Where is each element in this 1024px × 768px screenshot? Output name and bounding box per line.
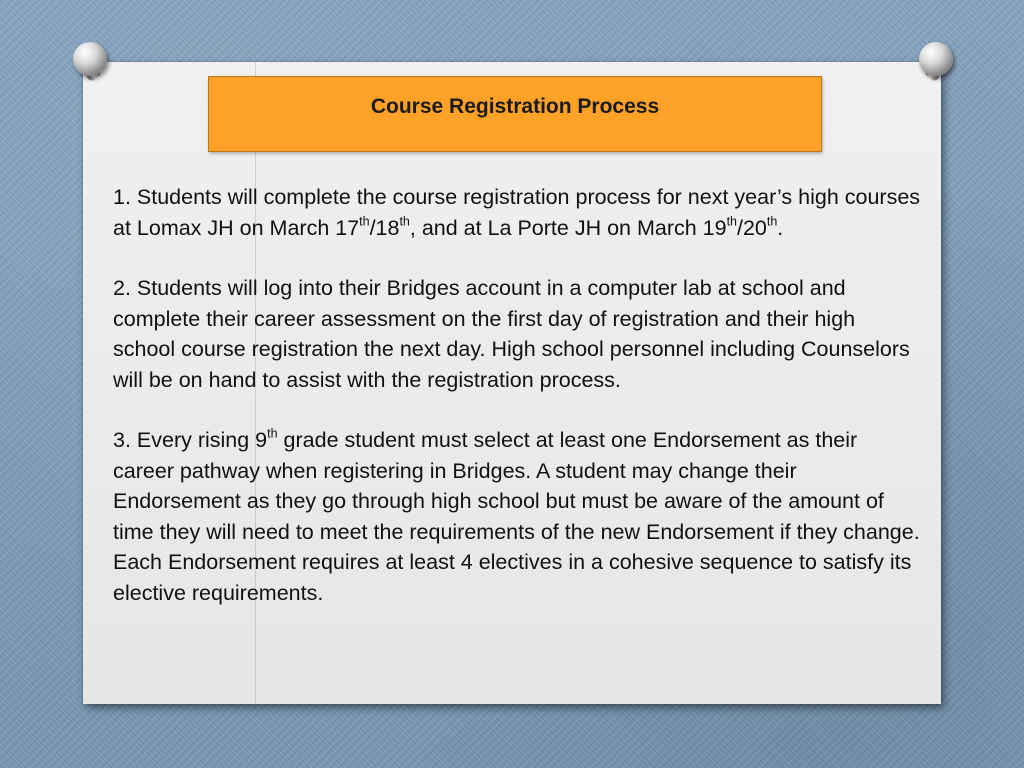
left-pushpin-icon xyxy=(66,38,112,84)
paragraph-3-text: 3. Every rising 9 xyxy=(113,428,268,452)
paragraph-3-text: grade student must select at least one Endorsement as their career pathway when registering in Bridges. A student may change their Endorsement as they go through high school but must be aware of the amount of time they will need to meet the requirements of the new Endorsement if they change. Each Endorsement requires at least 4 electives in a cohesive sequence to satisfy its elective requirements. xyxy=(113,428,920,605)
superscript: th xyxy=(766,214,778,229)
superscript: th xyxy=(267,426,278,441)
superscript: th xyxy=(726,214,737,229)
pushpin-head xyxy=(919,42,953,76)
paragraph-3 xyxy=(113,425,923,608)
paragraph-1-text: . xyxy=(777,215,784,240)
paragraph-1-text: /20 xyxy=(737,215,767,240)
paragraph-1-text: , and at La Porte JH on March 19 xyxy=(409,215,727,240)
slide-title: Course Registration Process xyxy=(370,95,660,118)
paragraph-1 xyxy=(113,182,923,243)
superscript: th xyxy=(399,214,410,229)
slide-body xyxy=(113,182,923,608)
paragraph-1-text: /18 xyxy=(369,215,400,240)
title-box xyxy=(208,76,822,152)
right-pushpin-icon xyxy=(912,38,958,84)
paragraph-2: 2. Students will log into their Bridges account in a computer lab at school and complete their career assessment on the first day of registration and their high school course registration the next day. High school personnel including Counselors will be on hand to assist with the registration process. xyxy=(113,276,910,392)
superscript: th xyxy=(359,214,370,229)
paragraph-1-text: 1. Students will complete the course registration process for next year’s high courses at Lomax JH on March 17 xyxy=(113,185,921,240)
pushpin-head xyxy=(73,42,107,76)
